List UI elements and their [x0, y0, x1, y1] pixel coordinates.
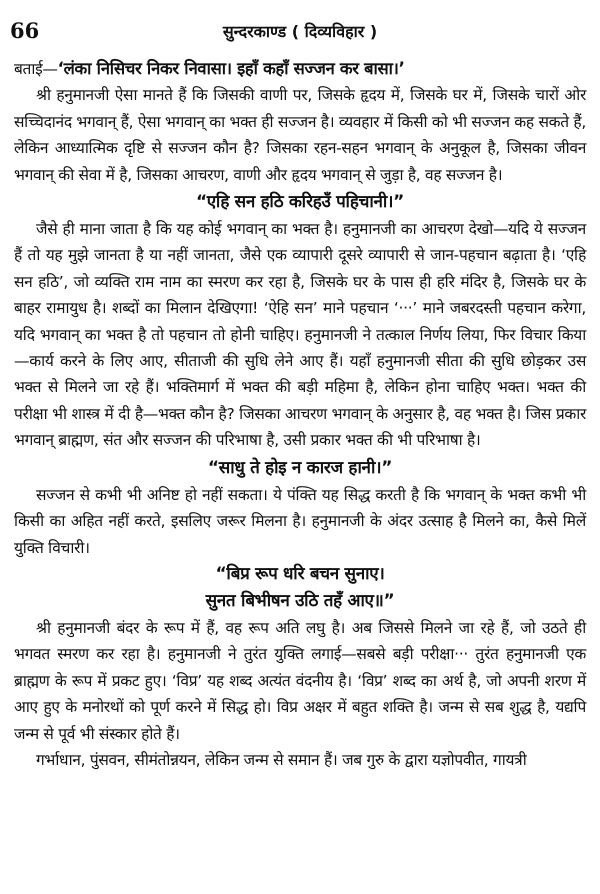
paragraph-4: श्री हनुमानजी बंदर के रूप में हैं, वह रूप अति लघु है। अब जिससे मिलने जा रहे हैं, जो उठते ही भगवत स्मरण कर रहा है। हनुमानजी ने तुरंत युक्ति लगाई—सबसे बड़ी परीक्षा··· तुरंत हनुमानजी एक ब्राह्मण के रूप में प्रकट हुए। ‘विप्र’ यह शब्द अत्यंत वंदनीय है। ‘विप्र’ शब्द का अर्थ है, जो अपनी शरण में आए हुए के मनोरथों को पूर्ण करने में सिद्ध हो। विप्र अक्षर में बहुत शक्ति है। जन्म से सब शुद्ध है, यद्यपि जन्म से पूर्व भी संस्कार होते हैं।	[14, 618, 586, 743]
verse-3-line-2: सुनत बिभीषन उठि तहँ आए॥”	[205, 590, 395, 611]
paragraph-3: सज्जन से कभी भी अनिष्ट हो नहीं सकता। ये पंक्ति यह सिद्ध करती है कि भगवान् के भक्त कभी भी किसी का अहित नहीं करते, इसलिए जरूर मिलना है। हनुमानजी के अंदर उत्साह है मिलने का, कैसे मिलें युक्ति विचारी।	[14, 485, 586, 557]
verse-1: “एहि सन हठि करिहउँ पहिचानी।”	[195, 192, 405, 213]
intro-line	[14, 56, 586, 82]
paragraph-2: जैसे ही माना जाता है कि यह कोई भगवान् का भक्त है। हनुमानजी का आचरण देखो—यदि ये सज्जन हैं तो यह मुझे जानता है या नहीं जानता, जैसे एक व्यापारी दूसरे व्यापारी से जान-पहचान बढ़ाता है। ‘एहि सन हठि’, जो व्यक्ति राम नाम का स्मरण कर रहा है, जिसके घर के पास ही हरि मंदिर है, जिसके घर के बाहर रामायुध है। शब्दों का मिलान देखिएगा! ‘ऐहि सन’ माने पहचान ‘···’ माने जबरदस्ती पहचान करेगा, यदि भगवान् का भक्त है तो पहचान तो होनी चाहिए। हनुमानजी ने तत्काल निर्णय लिया, फिर विचार किया—कार्य करने के लिए आए, सीताजी की सुधि लेने आए हैं। यहाँ हनुमानजी सीता की सुधि छोड़कर उस भक्त से मिलने जा रहे हैं। भक्तिमार्ग में भक्त की बड़ी महिमा है, लेकिन होना चाहिए भक्त। भक्त की परीक्षा भी शास्त्र में दी है—भक्त कौन है? जिसका आचरण भगवान् के अनुसार है, वह भक्त है। जिस प्रकार भगवान् ब्राह्मण, संत और सज्जन की परिभाषा है, उसी प्रकार भक्त की भी परिभाषा है।	[14, 220, 586, 450]
intro-quote: ‘लंका निसिचर निकर निवासा। इहाँ कहाँ सज्जन कर बासा।’	[57, 59, 405, 78]
page-number: 66	[10, 18, 40, 43]
page-header	[10, 18, 590, 48]
running-title: सुन्दरकाण्ड ( दिव्यविहार )	[222, 22, 378, 41]
page-body	[14, 56, 586, 773]
verse-2: “साधु ते होइ न कारज हानी।”	[207, 457, 393, 478]
paragraph-1: श्री हनुमानजी ऐसा मानते हैं कि जिसकी वाणी पर, जिसके हृदय में, जिसके घर में, जिसके चारों ओर सच्चिदानंद भगवान् हैं, ऐसा भगवान् का भक्त ही सज्जन है। व्यवहार में किसी को भी सज्जन कह सकते हैं, लेकिन आध्यात्मिक दृष्टि से सज्जन कौन है? जिसका रहन-सहन भगवान् के अनुकूल है, जिसका जीवन भगवान् की सेवा में है, जिसका आचरण, वाणी और हृदय भगवान् से जुड़ा है, वह सज्जन है।	[14, 86, 586, 184]
paragraph-5: गर्भाधान, पुंसवन, सीमंतोन्नयन, लेकिन जन्म से समान हैं। जब गुरु के द्वारा यज्ञोपवीत, गायत्री	[36, 750, 527, 769]
intro-prefix: बताई—	[14, 60, 58, 78]
verse-3-line-1: “बिप्र रूप धरि बचन सुनाए।	[215, 563, 385, 584]
